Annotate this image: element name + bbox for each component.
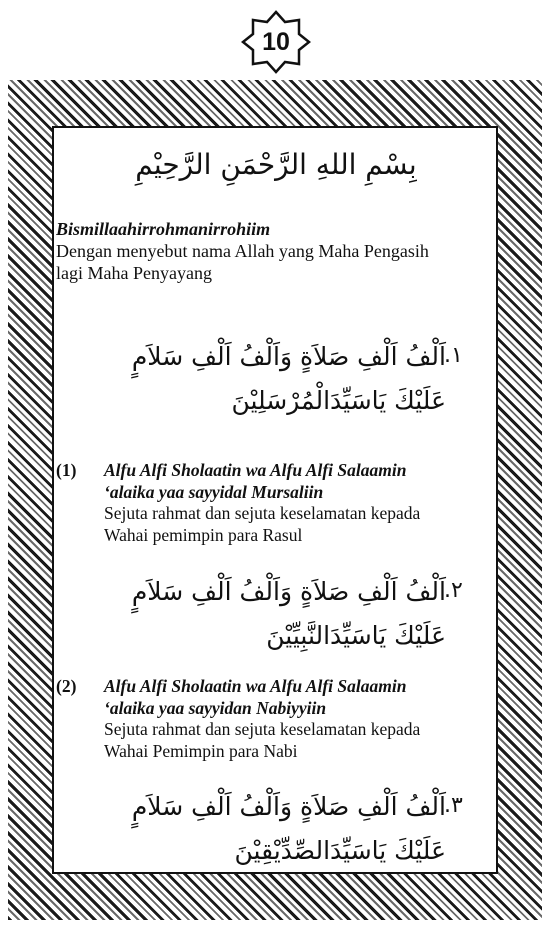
page-number: 10	[262, 27, 290, 56]
intro-transliteration: Bismillaahirrohmanirrohiim	[56, 219, 271, 239]
verse-2-entry	[56, 676, 496, 762]
intro-block	[56, 218, 496, 284]
verse-1-arabic	[86, 335, 446, 423]
verse-1-translation-line-2: Wahai pemimpin para Rasul	[104, 524, 303, 545]
verse-2-translation-line-1: Sejuta rahmat dan sejuta keselamatan kepada	[104, 719, 421, 739]
verse-1-translation-line-1: Sejuta rahmat dan sejuta keselamatan kepada	[104, 503, 421, 523]
verse-1-transliteration-line-1: Alfu Alfi Sholaatin wa Alfu Alfi Salaamin	[104, 460, 407, 480]
verse-2-transliteration-line-1: Alfu Alfi Sholaatin wa Alfu Alfi Salaamin	[104, 676, 407, 696]
verse-2-translation-line-2: Wahai Pemimpin para Nabi	[104, 740, 298, 761]
page-number-badge	[241, 10, 311, 74]
verse-3-arabic-line-1: اَلْفُ اَلْفِ صَلاَةٍ وَاَلْفُ اَلْفِ سَلاَمٍ	[131, 792, 446, 821]
verse-2-arabic-line-1: اَلْفُ اَلْفِ صَلاَةٍ وَاَلْفُ اَلْفِ سَلاَمٍ	[131, 577, 446, 606]
verse-1-entry	[56, 460, 496, 546]
verse-3-arabic-line-2: عَلَيْكَ يَاسَيِّدَالصِّدِّيْقِيْنَ	[234, 836, 446, 865]
verse-3-arabic-number: ٣.	[444, 793, 463, 818]
verse-2-transliteration-line-2: ‘alaika yaa sayyidan Nabiyyiin	[104, 697, 327, 718]
verse-2-arabic-line-2: عَلَيْكَ يَاسَيِّدَالنَّبِيِّيْنَ	[266, 621, 446, 650]
verse-1-arabic-line-2: عَلَيْكَ يَاسَيِّدَالْمُرْسَلِيْنَ	[231, 386, 446, 415]
intro-translation-line-1: Dengan menyebut nama Allah yang Maha Pengasih	[56, 241, 429, 261]
verse-1-transliteration-line-2: ‘alaika yaa sayyidal Mursaliin	[104, 481, 324, 502]
intro-translation-line-2: lagi Maha Penyayang	[56, 263, 212, 283]
verse-1-arabic-number: ١.	[444, 343, 463, 368]
verse-2-number: (2)	[56, 676, 77, 696]
verse-2-arabic	[86, 570, 446, 658]
verse-3-arabic	[86, 785, 446, 870]
verse-2-arabic-number: ٢.	[444, 578, 463, 603]
basmala-arabic: بِسْمِ اللهِ الرَّحْمَنِ الرَّحِيْمِ	[135, 148, 417, 181]
verse-1-arabic-line-1: اَلْفُ اَلْفِ صَلاَةٍ وَاَلْفُ اَلْفِ سَلاَمٍ	[131, 342, 446, 371]
page-content	[56, 130, 496, 870]
verse-1-number: (1)	[56, 460, 77, 480]
